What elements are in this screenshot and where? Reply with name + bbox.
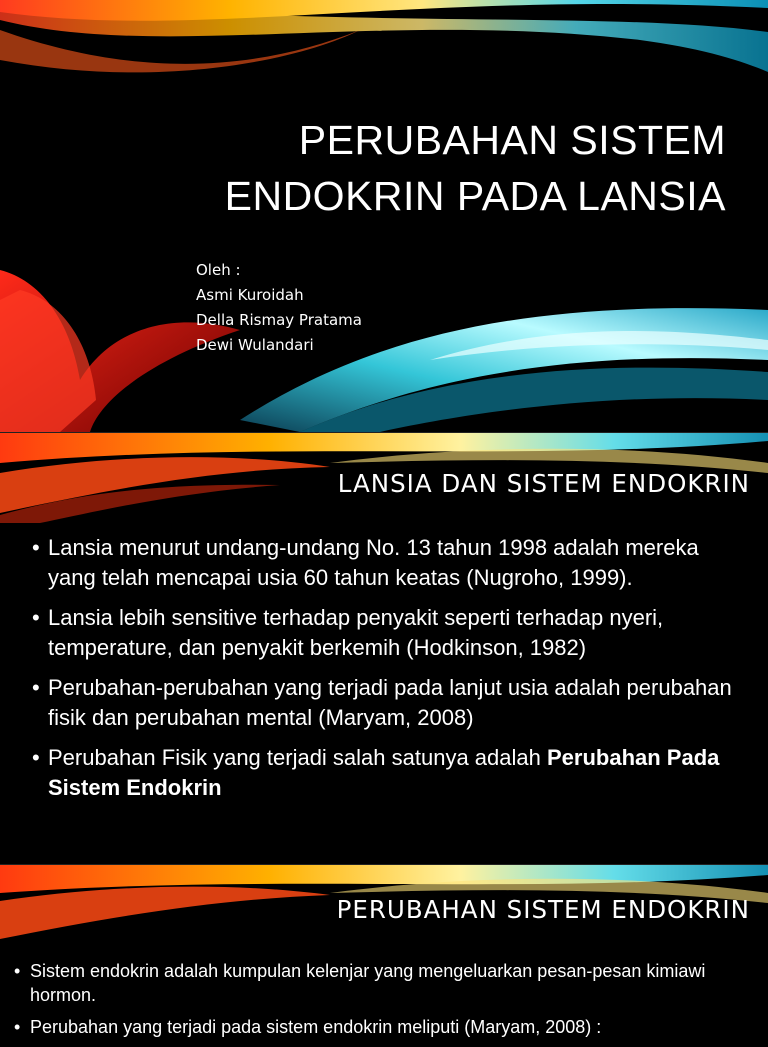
title-line-1: PERUBAHAN SISTEM bbox=[298, 117, 726, 163]
slide-heading: LANSIA DAN SISTEM ENDOKRIN bbox=[337, 469, 750, 498]
title-slide bbox=[0, 0, 768, 432]
list-item bbox=[32, 743, 742, 803]
title-line-2: ENDOKRIN PADA LANSIA bbox=[224, 173, 726, 219]
bullet-text: Perubahan Fisik yang terjadi salah satunya adalah bbox=[48, 745, 547, 770]
bullet-list bbox=[14, 959, 734, 1047]
list-item: • Perubahan-perubahan yang terjadi pada lanjut usia adalah perubahan fisik dan perubahan mental (Maryam, 2008) bbox=[32, 673, 742, 733]
bullet-list bbox=[32, 533, 742, 813]
bullet-emphasis: Perubahan Pada Sistem Endokrin bbox=[48, 745, 720, 800]
author-name: Dewi Wulandari bbox=[196, 336, 314, 354]
author-name: Della Rismay Pratama bbox=[196, 311, 362, 329]
list-item: • Perubahan yang terjadi pada sistem endokrin meliputi (Maryam, 2008) : bbox=[14, 1015, 734, 1039]
list-item: • Lansia menurut undang-undang No. 13 tahun 1998 adalah mereka yang telah mencapai usia 60 tahun keatas (Nugroho, 1999). bbox=[32, 533, 742, 593]
content-slide-endokrin bbox=[0, 864, 768, 1037]
content-slide-lansia bbox=[0, 432, 768, 841]
presentation-title bbox=[225, 112, 726, 224]
authors-label: Oleh : bbox=[196, 261, 241, 279]
author-name: Asmi Kuroidah bbox=[196, 286, 304, 304]
authors-block bbox=[196, 258, 362, 358]
list-item: • Sistem endokrin adalah kumpulan kelenjar yang mengeluarkan pesan-pesan kimiawi hormon. bbox=[14, 959, 734, 1007]
slide-heading: PERUBAHAN SISTEM ENDOKRIN bbox=[336, 895, 750, 924]
list-item: • Lansia lebih sensitive terhadap penyakit seperti terhadap nyeri, temperature, dan penyakit berkemih (Hodkinson, 1982) bbox=[32, 603, 742, 663]
